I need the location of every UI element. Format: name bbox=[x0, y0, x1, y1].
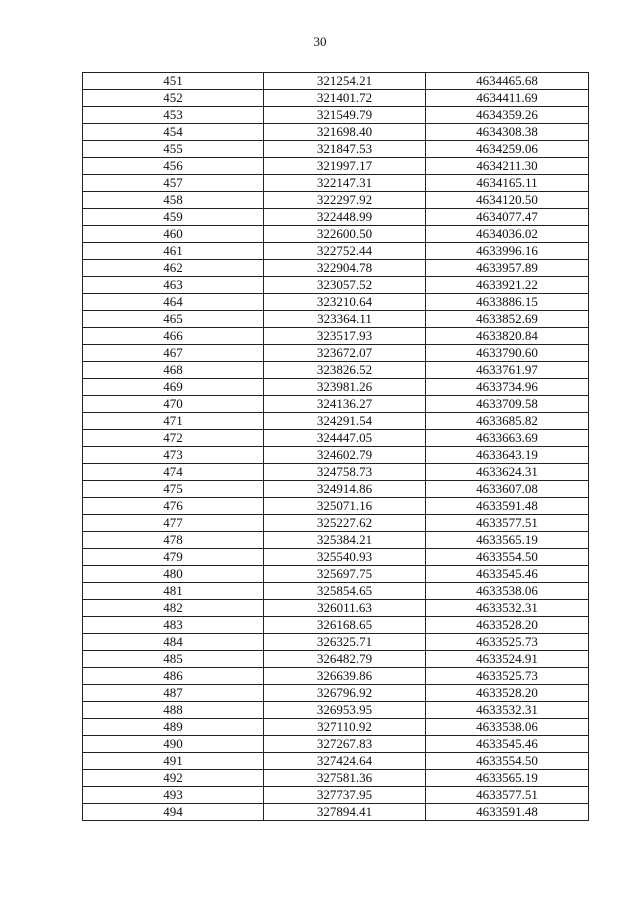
y-coordinate-cell: 4633554.50 bbox=[426, 753, 589, 770]
point-number-cell: 457 bbox=[83, 175, 264, 192]
table-row bbox=[83, 413, 589, 430]
y-coordinate-cell: 4633577.51 bbox=[426, 515, 589, 532]
table-row bbox=[83, 243, 589, 260]
table-row bbox=[83, 753, 589, 770]
y-coordinate-cell: 4634120.50 bbox=[426, 192, 589, 209]
table-row bbox=[83, 311, 589, 328]
table-row bbox=[83, 158, 589, 175]
x-coordinate-cell: 321549.79 bbox=[264, 107, 426, 124]
x-coordinate-cell: 325071.16 bbox=[264, 498, 426, 515]
y-coordinate-cell: 4633532.31 bbox=[426, 600, 589, 617]
y-coordinate-cell: 4633886.15 bbox=[426, 294, 589, 311]
table-row bbox=[83, 141, 589, 158]
x-coordinate-cell: 322147.31 bbox=[264, 175, 426, 192]
x-coordinate-cell: 326639.86 bbox=[264, 668, 426, 685]
table-row bbox=[83, 583, 589, 600]
table-row bbox=[83, 685, 589, 702]
x-coordinate-cell: 324447.05 bbox=[264, 430, 426, 447]
point-number-cell: 470 bbox=[83, 396, 264, 413]
x-coordinate-cell: 324291.54 bbox=[264, 413, 426, 430]
table-row bbox=[83, 345, 589, 362]
point-number-cell: 452 bbox=[83, 90, 264, 107]
x-coordinate-cell: 321997.17 bbox=[264, 158, 426, 175]
x-coordinate-cell: 323826.52 bbox=[264, 362, 426, 379]
point-number-cell: 451 bbox=[83, 73, 264, 90]
y-coordinate-cell: 4634411.69 bbox=[426, 90, 589, 107]
point-number-cell: 482 bbox=[83, 600, 264, 617]
table-row bbox=[83, 396, 589, 413]
table-row bbox=[83, 192, 589, 209]
y-coordinate-cell: 4634259.06 bbox=[426, 141, 589, 158]
y-coordinate-cell: 4633790.60 bbox=[426, 345, 589, 362]
x-coordinate-cell: 322448.99 bbox=[264, 209, 426, 226]
x-coordinate-cell: 322752.44 bbox=[264, 243, 426, 260]
y-coordinate-cell: 4633591.48 bbox=[426, 804, 589, 821]
point-number-cell: 455 bbox=[83, 141, 264, 158]
y-coordinate-cell: 4633663.69 bbox=[426, 430, 589, 447]
point-number-cell: 489 bbox=[83, 719, 264, 736]
y-coordinate-cell: 4633820.84 bbox=[426, 328, 589, 345]
y-coordinate-cell: 4633957.89 bbox=[426, 260, 589, 277]
y-coordinate-cell: 4633607.08 bbox=[426, 481, 589, 498]
y-coordinate-cell: 4633734.96 bbox=[426, 379, 589, 396]
table-row bbox=[83, 498, 589, 515]
point-number-cell: 477 bbox=[83, 515, 264, 532]
point-number-cell: 461 bbox=[83, 243, 264, 260]
point-number-cell: 471 bbox=[83, 413, 264, 430]
x-coordinate-cell: 324914.86 bbox=[264, 481, 426, 498]
y-coordinate-cell: 4634465.68 bbox=[426, 73, 589, 90]
x-coordinate-cell: 321401.72 bbox=[264, 90, 426, 107]
x-coordinate-cell: 326482.79 bbox=[264, 651, 426, 668]
y-coordinate-cell: 4633525.73 bbox=[426, 668, 589, 685]
table-row bbox=[83, 668, 589, 685]
y-coordinate-cell: 4634211.30 bbox=[426, 158, 589, 175]
point-number-cell: 468 bbox=[83, 362, 264, 379]
point-number-cell: 492 bbox=[83, 770, 264, 787]
point-number-cell: 484 bbox=[83, 634, 264, 651]
x-coordinate-cell: 326325.71 bbox=[264, 634, 426, 651]
point-number-cell: 469 bbox=[83, 379, 264, 396]
point-number-cell: 488 bbox=[83, 702, 264, 719]
x-coordinate-cell: 325540.93 bbox=[264, 549, 426, 566]
x-coordinate-cell: 322904.78 bbox=[264, 260, 426, 277]
y-coordinate-cell: 4633545.46 bbox=[426, 736, 589, 753]
table-row bbox=[83, 209, 589, 226]
y-coordinate-cell: 4633624.31 bbox=[426, 464, 589, 481]
x-coordinate-cell: 325227.62 bbox=[264, 515, 426, 532]
y-coordinate-cell: 4634165.11 bbox=[426, 175, 589, 192]
y-coordinate-cell: 4634308.38 bbox=[426, 124, 589, 141]
x-coordinate-cell: 323210.64 bbox=[264, 294, 426, 311]
table-row bbox=[83, 277, 589, 294]
table-row bbox=[83, 362, 589, 379]
table-row bbox=[83, 651, 589, 668]
table-row bbox=[83, 532, 589, 549]
x-coordinate-cell: 323364.11 bbox=[264, 311, 426, 328]
coordinates-table bbox=[82, 72, 589, 821]
table-row bbox=[83, 736, 589, 753]
point-number-cell: 458 bbox=[83, 192, 264, 209]
table-row bbox=[83, 702, 589, 719]
x-coordinate-cell: 327894.41 bbox=[264, 804, 426, 821]
table-row bbox=[83, 634, 589, 651]
y-coordinate-cell: 4633545.46 bbox=[426, 566, 589, 583]
point-number-cell: 475 bbox=[83, 481, 264, 498]
point-number-cell: 493 bbox=[83, 787, 264, 804]
table-row bbox=[83, 430, 589, 447]
y-coordinate-cell: 4633538.06 bbox=[426, 719, 589, 736]
y-coordinate-cell: 4633852.69 bbox=[426, 311, 589, 328]
x-coordinate-cell: 323057.52 bbox=[264, 277, 426, 294]
table-row bbox=[83, 787, 589, 804]
point-number-cell: 454 bbox=[83, 124, 264, 141]
point-number-cell: 485 bbox=[83, 651, 264, 668]
table-row bbox=[83, 804, 589, 821]
y-coordinate-cell: 4633577.51 bbox=[426, 787, 589, 804]
x-coordinate-cell: 327737.95 bbox=[264, 787, 426, 804]
table-row bbox=[83, 379, 589, 396]
table-row bbox=[83, 124, 589, 141]
point-number-cell: 466 bbox=[83, 328, 264, 345]
point-number-cell: 459 bbox=[83, 209, 264, 226]
x-coordinate-cell: 324602.79 bbox=[264, 447, 426, 464]
y-coordinate-cell: 4633524.91 bbox=[426, 651, 589, 668]
x-coordinate-cell: 323517.93 bbox=[264, 328, 426, 345]
y-coordinate-cell: 4633525.73 bbox=[426, 634, 589, 651]
table-row bbox=[83, 515, 589, 532]
table-row bbox=[83, 719, 589, 736]
y-coordinate-cell: 4634359.26 bbox=[426, 107, 589, 124]
table-row bbox=[83, 600, 589, 617]
table-row bbox=[83, 464, 589, 481]
x-coordinate-cell: 327267.83 bbox=[264, 736, 426, 753]
x-coordinate-cell: 327424.64 bbox=[264, 753, 426, 770]
y-coordinate-cell: 4633996.16 bbox=[426, 243, 589, 260]
point-number-cell: 467 bbox=[83, 345, 264, 362]
y-coordinate-cell: 4634077.47 bbox=[426, 209, 589, 226]
table-row bbox=[83, 294, 589, 311]
x-coordinate-cell: 322600.50 bbox=[264, 226, 426, 243]
y-coordinate-cell: 4634036.02 bbox=[426, 226, 589, 243]
point-number-cell: 456 bbox=[83, 158, 264, 175]
point-number-cell: 465 bbox=[83, 311, 264, 328]
table-row bbox=[83, 175, 589, 192]
y-coordinate-cell: 4633538.06 bbox=[426, 583, 589, 600]
y-coordinate-cell: 4633528.20 bbox=[426, 617, 589, 634]
table-row bbox=[83, 73, 589, 90]
point-number-cell: 472 bbox=[83, 430, 264, 447]
coordinates-table-body bbox=[83, 73, 589, 821]
y-coordinate-cell: 4633921.22 bbox=[426, 277, 589, 294]
point-number-cell: 464 bbox=[83, 294, 264, 311]
point-number-cell: 486 bbox=[83, 668, 264, 685]
x-coordinate-cell: 323672.07 bbox=[264, 345, 426, 362]
x-coordinate-cell: 323981.26 bbox=[264, 379, 426, 396]
x-coordinate-cell: 321847.53 bbox=[264, 141, 426, 158]
point-number-cell: 490 bbox=[83, 736, 264, 753]
point-number-cell: 474 bbox=[83, 464, 264, 481]
point-number-cell: 481 bbox=[83, 583, 264, 600]
point-number-cell: 479 bbox=[83, 549, 264, 566]
y-coordinate-cell: 4633528.20 bbox=[426, 685, 589, 702]
point-number-cell: 480 bbox=[83, 566, 264, 583]
table-row bbox=[83, 549, 589, 566]
table-row bbox=[83, 481, 589, 498]
point-number-cell: 462 bbox=[83, 260, 264, 277]
x-coordinate-cell: 326168.65 bbox=[264, 617, 426, 634]
table-row bbox=[83, 617, 589, 634]
x-coordinate-cell: 325384.21 bbox=[264, 532, 426, 549]
x-coordinate-cell: 321698.40 bbox=[264, 124, 426, 141]
point-number-cell: 460 bbox=[83, 226, 264, 243]
x-coordinate-cell: 326011.63 bbox=[264, 600, 426, 617]
x-coordinate-cell: 324136.27 bbox=[264, 396, 426, 413]
table-row bbox=[83, 566, 589, 583]
table-row bbox=[83, 90, 589, 107]
point-number-cell: 473 bbox=[83, 447, 264, 464]
table-row bbox=[83, 107, 589, 124]
x-coordinate-cell: 327581.36 bbox=[264, 770, 426, 787]
x-coordinate-cell: 322297.92 bbox=[264, 192, 426, 209]
point-number-cell: 478 bbox=[83, 532, 264, 549]
point-number-cell: 453 bbox=[83, 107, 264, 124]
table-row bbox=[83, 447, 589, 464]
point-number-cell: 487 bbox=[83, 685, 264, 702]
point-number-cell: 491 bbox=[83, 753, 264, 770]
y-coordinate-cell: 4633565.19 bbox=[426, 770, 589, 787]
table-row bbox=[83, 260, 589, 277]
y-coordinate-cell: 4633761.97 bbox=[426, 362, 589, 379]
y-coordinate-cell: 4633565.19 bbox=[426, 532, 589, 549]
x-coordinate-cell: 325697.75 bbox=[264, 566, 426, 583]
point-number-cell: 494 bbox=[83, 804, 264, 821]
x-coordinate-cell: 326796.92 bbox=[264, 685, 426, 702]
point-number-cell: 483 bbox=[83, 617, 264, 634]
x-coordinate-cell: 324758.73 bbox=[264, 464, 426, 481]
x-coordinate-cell: 321254.21 bbox=[264, 73, 426, 90]
x-coordinate-cell: 327110.92 bbox=[264, 719, 426, 736]
y-coordinate-cell: 4633685.82 bbox=[426, 413, 589, 430]
y-coordinate-cell: 4633532.31 bbox=[426, 702, 589, 719]
table-row bbox=[83, 328, 589, 345]
y-coordinate-cell: 4633554.50 bbox=[426, 549, 589, 566]
table-row bbox=[83, 770, 589, 787]
table-row bbox=[83, 226, 589, 243]
y-coordinate-cell: 4633591.48 bbox=[426, 498, 589, 515]
y-coordinate-cell: 4633643.19 bbox=[426, 447, 589, 464]
x-coordinate-cell: 325854.65 bbox=[264, 583, 426, 600]
y-coordinate-cell: 4633709.58 bbox=[426, 396, 589, 413]
x-coordinate-cell: 326953.95 bbox=[264, 702, 426, 719]
point-number-cell: 463 bbox=[83, 277, 264, 294]
page-number: 30 bbox=[313, 34, 327, 49]
point-number-cell: 476 bbox=[83, 498, 264, 515]
